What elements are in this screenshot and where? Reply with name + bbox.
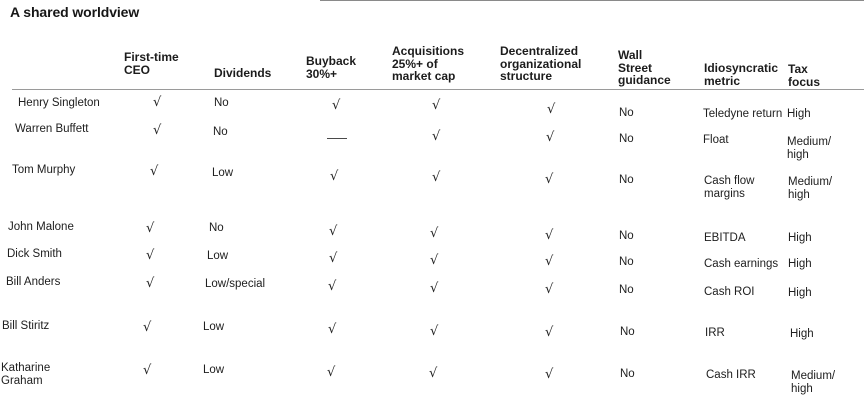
row-4-wall-street-guidance: No [619, 230, 634, 242]
row-3-tax-focus: Medium/ high [788, 176, 833, 201]
row-5-idiosyncratic-metric: Cash earnings [704, 258, 779, 270]
header-acquisitions: Acquisitions 25%+ of market cap [392, 44, 465, 83]
header-buyback: Buyback 30%+ [306, 54, 357, 81]
row-1-tax-focus: High [787, 108, 811, 120]
row-6-idiosyncratic-metric: Cash ROI [704, 286, 755, 298]
row-2-idiosyncratic-metric: Float [703, 134, 729, 146]
row-1-decentralized-check: √ [547, 102, 556, 117]
row-7-dividends: Low [203, 321, 225, 333]
row-1-idiosyncratic-metric: Teledyne return [703, 108, 783, 120]
row-2-buyback-dash [327, 138, 347, 139]
row-3-buyback-check: √ [330, 169, 339, 184]
row-3-decentralized-check: √ [545, 172, 554, 187]
row-2-acquisitions-check: √ [432, 129, 441, 144]
row-5-acquisitions-check: √ [430, 253, 439, 268]
row-6-dividends: Low/special [205, 278, 266, 290]
row-6-decentralized-check: √ [545, 282, 554, 297]
header-divider [12, 89, 864, 90]
row-3-dividends: Low [212, 167, 234, 179]
row-8-first-time-ceo-check: √ [143, 363, 152, 378]
row-3-first-time-ceo-check: √ [150, 164, 159, 179]
row-4-name: John Malone [8, 221, 74, 233]
header-tax-focus: Tax focus [788, 62, 821, 89]
row-5-first-time-ceo-check: √ [146, 248, 155, 263]
row-7-buyback-check: √ [328, 322, 337, 337]
row-7-wall-street-guidance: No [620, 326, 635, 338]
row-8-tax-focus: Medium/ high [791, 370, 836, 395]
row-2-first-time-ceo-check: √ [153, 123, 162, 138]
row-2-dividends: No [213, 126, 228, 138]
row-7-decentralized-check: √ [545, 325, 554, 340]
row-3-name: Tom Murphy [12, 164, 76, 176]
header-first-time-ceo: First-time CEO [124, 50, 179, 77]
row-3-idiosyncratic-metric: Cash flow margins [704, 175, 755, 200]
row-1-first-time-ceo-check: √ [153, 95, 162, 110]
row-7-tax-focus: High [790, 328, 814, 340]
row-8-decentralized-check: √ [545, 367, 554, 382]
row-2-decentralized-check: √ [546, 130, 555, 145]
row-4-decentralized-check: √ [545, 228, 554, 243]
row-6-acquisitions-check: √ [430, 281, 439, 296]
row-7-idiosyncratic-metric: IRR [705, 327, 725, 339]
row-3-wall-street-guidance: No [619, 174, 634, 186]
row-7-name: Bill Stiritz [2, 320, 50, 332]
row-2-tax-focus: Medium/ high [787, 136, 832, 161]
row-5-dividends: Low [207, 250, 229, 262]
row-1-name: Henry Singleton [18, 97, 100, 109]
row-2-wall-street-guidance: No [619, 133, 634, 145]
row-7-acquisitions-check: √ [430, 324, 439, 339]
header-decentralized: Decentralized organizational structure [500, 44, 582, 83]
row-8-buyback-check: √ [327, 365, 336, 380]
row-4-buyback-check: √ [329, 224, 338, 239]
header-wall-street-guidance: Wall Street guidance [618, 48, 671, 87]
row-1-acquisitions-check: √ [432, 98, 441, 113]
row-1-buyback-check: √ [332, 98, 341, 113]
row-4-first-time-ceo-check: √ [146, 221, 155, 236]
row-8-dividends: Low [203, 364, 225, 376]
row-6-name: Bill Anders [6, 276, 61, 288]
row-5-wall-street-guidance: No [619, 256, 634, 268]
page-title: A shared worldview [10, 4, 140, 20]
row-8-wall-street-guidance: No [620, 368, 635, 380]
row-3-acquisitions-check: √ [432, 170, 441, 185]
row-4-acquisitions-check: √ [430, 226, 439, 241]
row-7-first-time-ceo-check: √ [143, 320, 152, 335]
row-1-wall-street-guidance: No [619, 107, 634, 119]
row-6-wall-street-guidance: No [619, 284, 634, 296]
row-5-buyback-check: √ [329, 251, 338, 266]
row-8-name: Katharine Graham [1, 362, 51, 387]
row-4-idiosyncratic-metric: EBITDA [704, 232, 746, 244]
row-8-idiosyncratic-metric: Cash IRR [706, 369, 756, 381]
row-6-tax-focus: High [788, 287, 812, 299]
row-4-tax-focus: High [788, 232, 812, 244]
row-4-dividends: No [209, 222, 224, 234]
row-5-tax-focus: High [788, 258, 812, 270]
row-6-first-time-ceo-check: √ [146, 276, 155, 291]
row-5-name: Dick Smith [7, 248, 62, 260]
row-6-buyback-check: √ [328, 279, 337, 294]
header-dividends: Dividends [214, 66, 272, 80]
row-2-name: Warren Buffett [15, 123, 89, 135]
row-1-dividends: No [214, 97, 229, 109]
header-idiosyncratic-metric: Idiosyncratic metric [704, 61, 779, 88]
row-8-acquisitions-check: √ [429, 366, 438, 381]
row-5-decentralized-check: √ [545, 254, 554, 269]
